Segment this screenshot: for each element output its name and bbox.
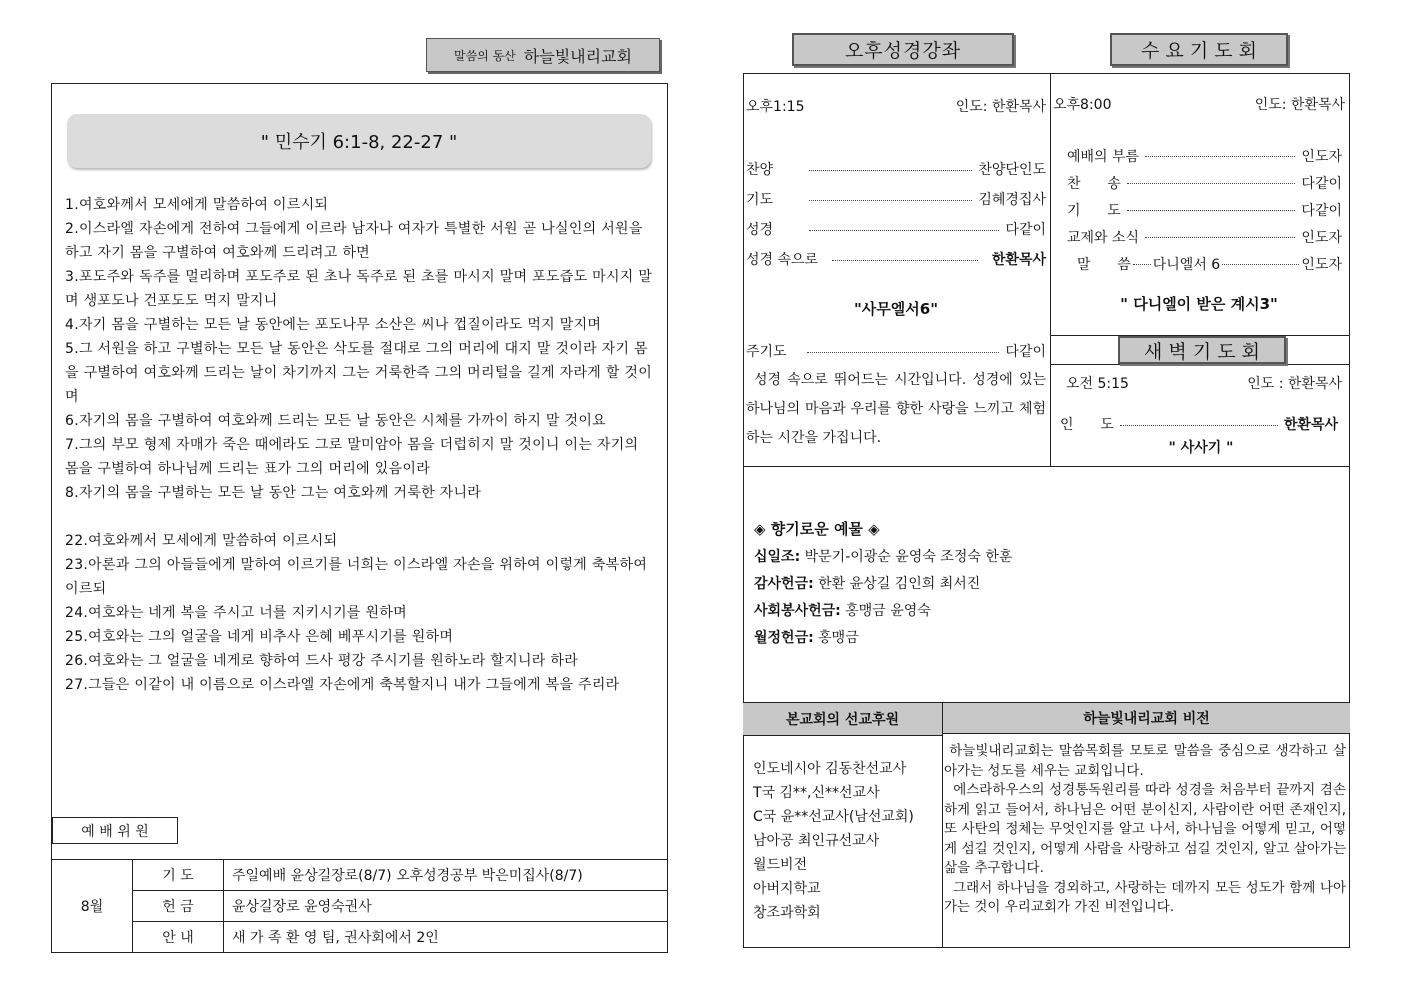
program-value: 한환목사: [991, 252, 1046, 268]
dawn-divider-2: [1050, 364, 1350, 365]
dawn-leader: 인도 : 한환목사: [1247, 376, 1342, 392]
mission-vision-divider: [942, 734, 943, 948]
program-label: 찬양: [746, 162, 774, 178]
mission-list: [753, 758, 938, 926]
verse: 22.여호와께서 모세에게 말씀하여 이르시되: [65, 533, 338, 549]
program-label: 성경: [746, 222, 774, 238]
program-label: 기 도: [1067, 202, 1121, 219]
afternoon-time: 오후1:15: [746, 99, 805, 115]
offering-names: 한환 윤상길 김인희 최서진: [818, 576, 981, 592]
mission-item: 남아공 최인규선교사: [753, 833, 880, 849]
dawn-label: 인 도: [1060, 417, 1114, 433]
banner-motto: 말씀의 동산: [454, 48, 516, 63]
banner-church-name: 하늘빛내리교회: [523, 46, 632, 66]
program-value: 인도자: [1301, 229, 1342, 246]
committee-detail: 새 가 족 환 영 팀, 권사회에서 2인: [224, 922, 669, 953]
verse: 5.그 서원을 하고 구별하는 모든 날 동안은 삭도를 절대로 그의 머리에 대지 말 것이라 자기 몸을 구별하여 여호와께 드리는 날이 차기까지 그는 거룩한즉 그의 머리털을 길게 자라게 할 것이며: [65, 341, 653, 405]
vision-header: 하늘빛내리교회 비전: [942, 702, 1350, 734]
mission-item: C국 윤**선교사(남선교회): [753, 809, 914, 825]
program-label: 기도: [746, 192, 774, 208]
verse: 24.여호와는 네게 복을 주시고 너를 지키시기를 원하며: [65, 605, 407, 621]
offering-label: 사회봉사헌금:: [754, 603, 841, 619]
scripture-title-box: [67, 114, 651, 168]
sermon-text: 다니엘서 6: [1152, 256, 1221, 273]
program-value: 다같이: [1301, 202, 1342, 219]
program-label: 찬 송: [1067, 175, 1121, 192]
mission-item: 아버지학교: [753, 881, 821, 897]
offering-section: [754, 518, 1334, 654]
offering-names: 홍맹금: [818, 630, 859, 646]
wednesday-leader: 인도: 한환목사: [1254, 97, 1345, 113]
program-label: 예배의 부름: [1067, 148, 1140, 165]
dawn-section: [1060, 373, 1342, 457]
program-value: 찬양단인도: [978, 162, 1046, 178]
committee-role: 헌 금: [133, 891, 224, 922]
verse: 27.그들은 이같이 내 이름으로 이스라엘 자손에게 축복할지니 내가 그들에게 복을 주리라: [65, 677, 620, 693]
mission-item: 월드비전: [753, 857, 808, 873]
dawn-time: 오전 5:15: [1066, 376, 1129, 392]
section-divider: [743, 466, 1350, 467]
verse: 8.자기의 몸을 구별하는 모든 날 동안 그는 여호와께 거룩한 자니라: [65, 485, 482, 501]
worship-committee-table: [52, 859, 668, 953]
verse: 6.자기의 몸을 구별하여 여호와께 드리는 모든 날 동안은 시체를 가까이 하지 말 것이요: [65, 413, 606, 429]
offering-label: 십일조:: [754, 549, 801, 565]
afternoon-description: 성경 속으로 뛰어드는 시간입니다. 성경에 있는 하나님의 마음과 우리를 향한 사랑을 느끼고 체험하는 시간을 가집니다.: [746, 372, 1046, 446]
wednesday-section: [1053, 94, 1345, 314]
wednesday-title-tag: 수 요 기 도 회: [1110, 33, 1288, 66]
verse: 3.포도주와 독주를 멀리하며 포도주로 된 초나 독주로 된 초를 마시지 말며 포도즙도 마시지 말며 생포도나 건포도도 먹지 말지니: [65, 269, 653, 309]
wednesday-topic: " 다니엘이 받은 계시3": [1120, 295, 1278, 313]
wednesday-time: 오후8:00: [1053, 97, 1112, 113]
program-value: 다같이: [1005, 222, 1046, 238]
offering-label: 감사헌금:: [754, 576, 814, 592]
verse-spacer: [65, 505, 653, 529]
program-label: 교제와 소식: [1067, 229, 1140, 246]
verse: 4.자기 몸을 구별하는 모든 날 동안에는 포도나무 소산은 씨나 껍질이라도 먹지 말지며: [65, 317, 602, 333]
offering-label: 월정헌금:: [754, 630, 814, 646]
committee-role: 안 내: [133, 922, 224, 953]
program-value: 김혜경집사: [978, 192, 1046, 208]
verse: 7.그의 부모 형제 자매가 죽은 때에라도 그로 말미암아 몸을 더럽히지 말 것이니 이는 자기의 몸을 구별하여 하나님께 드리는 표가 그의 머리에 있음이라: [65, 437, 639, 477]
dawn-title-tag: 새 벽 기 도 회: [1118, 336, 1286, 364]
committee-month: 8월: [52, 860, 133, 953]
verse: 2.이스라엘 자손에게 전하여 그들에게 이르라 남자나 여자가 특별한 서원 곧 나실인의 서원을 하고 자기 몸을 구별하여 여호와께 드리려고 하면: [65, 221, 643, 261]
sermon-value: 인도자: [1301, 256, 1342, 273]
verse: 25.여호와는 그의 얼굴을 네게 비추사 은혜 베푸시기를 원하며: [65, 629, 454, 645]
afternoon-title-tag: 오후성경강좌: [792, 33, 1014, 66]
dawn-value: 한환목사: [1283, 417, 1338, 433]
closing-value: 다같이: [1005, 344, 1046, 360]
worship-committee-label: 예 배 위 원: [52, 817, 178, 844]
afternoon-leader: 인도: 한환목사: [955, 99, 1046, 115]
afternoon-topic: "사무엘서6": [853, 300, 939, 318]
column-divider: [1050, 73, 1051, 466]
committee-role: 기 도: [133, 860, 224, 891]
committee-detail: 주일예배 윤상길장로(8/7) 오후성경공부 박은미집사(8/7): [224, 860, 669, 891]
scripture-verses: [65, 193, 653, 697]
verse: 26.여호와는 그 얼굴을 네게로 향하여 드사 평강 주시기를 원하노라 할지니라 하라: [65, 653, 579, 669]
program-label: 성경 속으로: [746, 252, 819, 268]
church-banner: [426, 38, 660, 72]
mission-item: T국 김**,신**선교사: [753, 785, 880, 801]
afternoon-section: [746, 96, 1046, 453]
mission-item: 창조과학회: [753, 905, 821, 921]
committee-detail: 윤상길장로 윤영숙권사: [224, 891, 669, 922]
mission-header: 본교회의 선교후원: [743, 702, 942, 736]
dawn-topic: " 사사기 ": [1168, 440, 1234, 456]
sermon-label: 말 씀: [1077, 256, 1131, 273]
verse: 1.여호와께서 모세에게 말씀하여 이르시되: [65, 197, 329, 213]
closing-label: 주기도: [746, 344, 787, 360]
verse: 23.아론과 그의 아들들에게 말하여 이르기를 너희는 이스라엘 자손을 위하여 이렇게 축복하여 이르되: [65, 557, 648, 597]
scripture-title: " 민수기 6:1-8, 22-27 ": [260, 132, 458, 153]
offering-title: ◈ 향기로운 예물 ◈: [754, 520, 880, 538]
program-value: 다같이: [1301, 175, 1342, 192]
program-value: 인도자: [1301, 148, 1342, 165]
offering-names: 홍맹금 윤영숙: [845, 603, 931, 619]
offering-names: 박문기-이광순 윤영숙 조정숙 한훈: [804, 549, 1013, 565]
vision-text: 하늘빛내리교회는 말씀목회를 모토로 말씀을 중심으로 생각하고 살아가는 성도를 세우는 교회입니다. 에스라하우스의 성경통독원리를 따라 성경을 처음부터 끝까지 겸손하게 읽고 들어서, 하나님은 어떤 분이신지, 사람이란 어떤 존재인지, 또 사탄의 정체는 무엇인지를 알고 나서, 하나님을 어떻게 믿고, 어떻게 섬길 것인지, 어떻게 사람을 사랑하고 섬길 것인지, 알고 살아가는 삶을 추구합니다. 그래서 하나님을 경외하고, 사랑하는 데까지 모든 성도가 함께 나아가는 것이 우리교회가 가진 비전입니다.: [944, 743, 1346, 915]
mission-item: 인도네시아 김동찬선교사: [753, 761, 907, 777]
